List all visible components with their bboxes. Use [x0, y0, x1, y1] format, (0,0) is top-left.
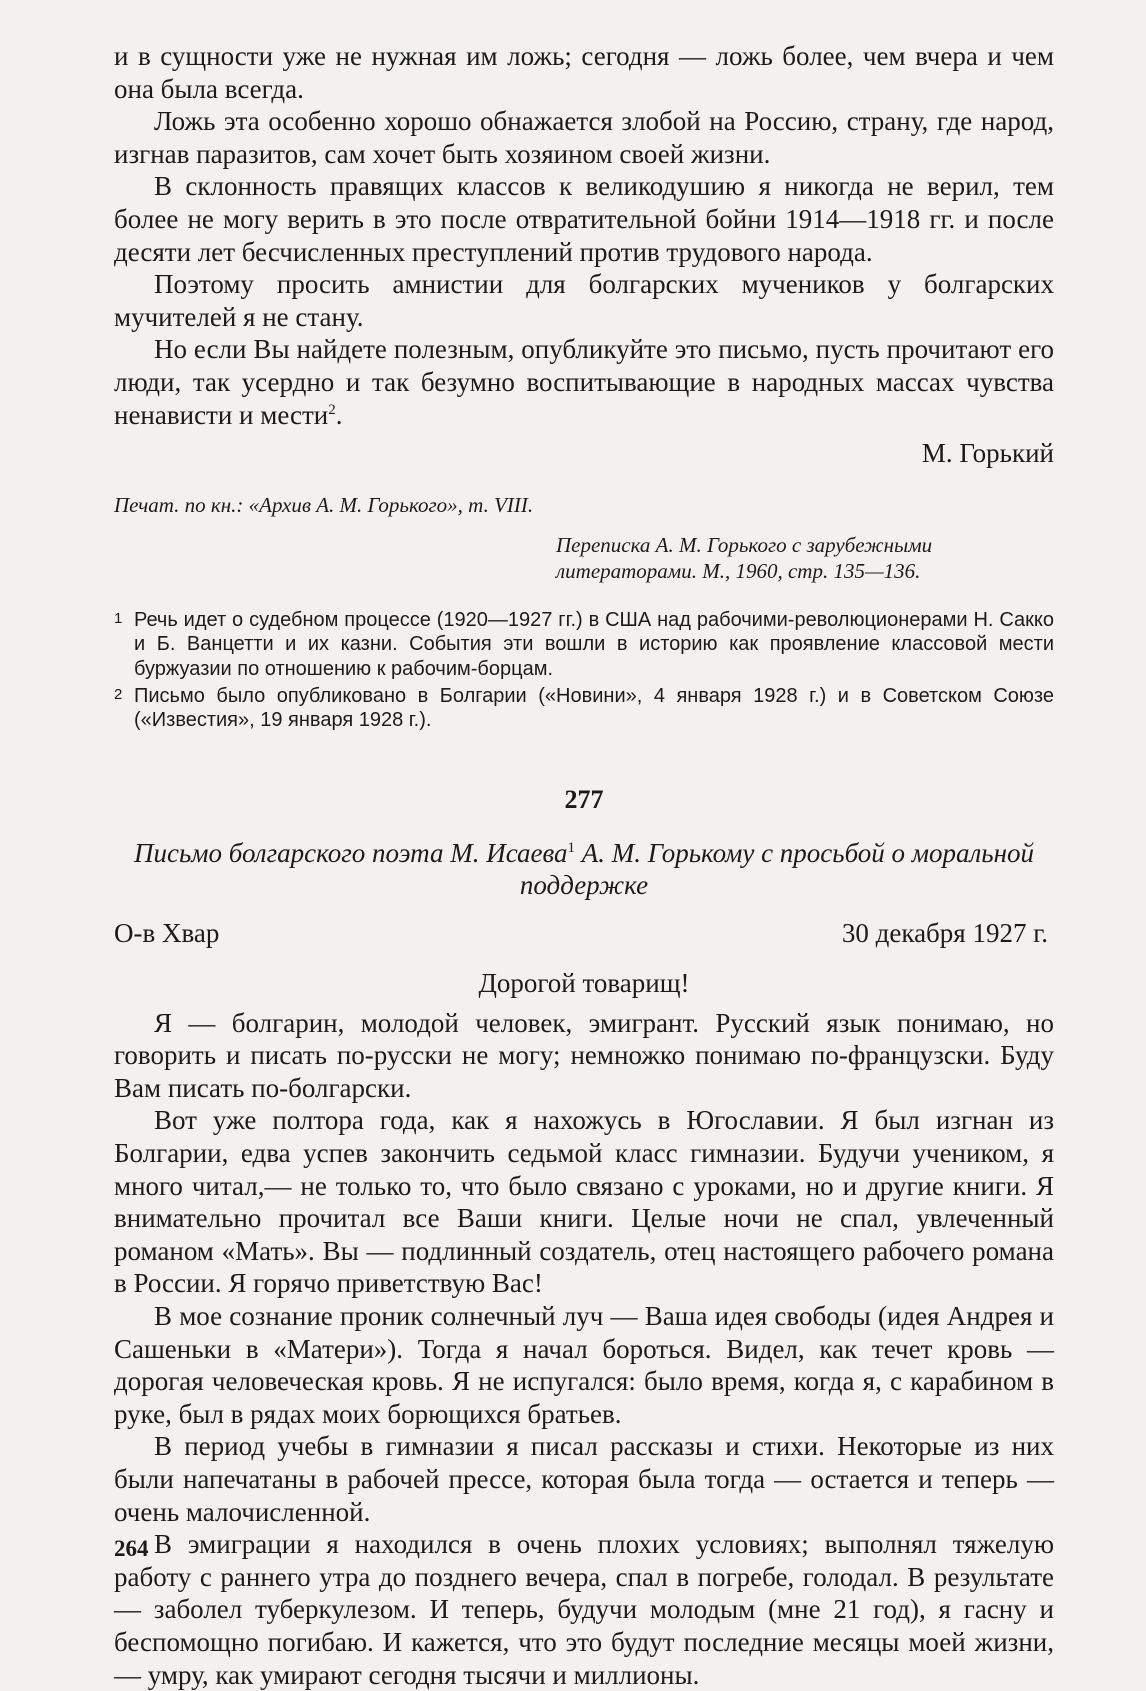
signature: М. Горький	[921, 438, 1054, 469]
footnote-text: Речь идет о судебном процессе (1920—1927 гг.) в США над рабочими-революционерами Н. Сакко и Б. Ванцетти и их казни. События эти вошли в историю как проявление классовой мести буржуазии по отношению к рабочим-борцам.	[134, 608, 1054, 680]
document-title	[114, 837, 1054, 901]
source-citation	[114, 492, 1054, 583]
letter-date: 30 декабря 1927 г.	[841, 917, 1048, 948]
salutation: Дорогой товарищ!	[478, 967, 690, 998]
letter-paragraph: В мое сознание проник солнечный луч — Ваша идея свободы (идея Андрея и Сашеньки в «Матери»). Тогда я начал бороться. Видел, как течет кровь — дорогая человеческая кровь. Я не испугался: было время, когда я, с карабином в руке, был в рядах моих борющихся братьев.	[114, 1301, 1054, 1429]
place-date-row	[114, 917, 1054, 949]
paragraph-continuation: и в сущности уже не нужная им ложь; сегодня — ложь более, чем вчера и чем она была всегда.	[114, 41, 1054, 104]
letter-paragraph: В период учебы в гимназии я писал рассказы и стихи. Некоторые из них были напечатаны в рабочей прессе, которая была тогда — остается и теперь — очень малочисленной.	[114, 1431, 1054, 1527]
paragraph-amnesty: Поэтому просить амнистии для болгарских мучеников у болгарских мучителей я не стану.	[114, 269, 1054, 332]
page-number: 264	[114, 1536, 149, 1561]
footnotes	[114, 608, 1054, 733]
footnote-item	[114, 684, 1054, 733]
paragraph-publish-letter: Но если Вы найдете полезным, опубликуйте это письмо, пусть прочитают его люди, так усердно и так безумно воспитывающие в народных массах чувства ненависти и мести$^2$.	[114, 334, 1054, 430]
footnote-text: Письмо было опубликовано в Болгарии («Новини», 4 января 1928 г.) и в Советском Союзе («Известия», 19 января 1928 г.).	[134, 684, 1054, 732]
paragraph-publish-text: Но если Вы найдете полезным, опубликуйте это письмо, пусть прочитают его люди, так усердно и так безумно воспитывающие в народных массах чувства ненависти и мести	[114, 334, 1054, 430]
source-right: Переписка А. М. Горького с зарубежными литераторами. М., 1960, стр. 135—136.	[556, 532, 933, 583]
letter-paragraph: Вот уже полтора года, как я нахожусь в Югославии. Я был изгнан из Болгарии, едва успев закончить седьмой класс гимназии. Будучи учеником, я много читал,— не только то, что было связано с уроками, но и другие книги. Я внимательно прочитал все Ваши книги. Целые ночи не спал, увлеченный романом «Мать». Вы — подлинный создатель, отец настоящего рабочего романа в России. Я горячо приветствую Вас!	[114, 1105, 1054, 1299]
letter-paragraph: Я — болгарин, молодой человек, эмигрант. Русский язык понимаю, но говорить и писать по-русски не могу; немножко понимаю по-французски. Буду Вам писать по-болгарски.	[114, 1007, 1054, 1103]
document-number: 277	[564, 784, 604, 814]
book-page	[114, 40, 1054, 1691]
footnote-ref-2: 2	[328, 401, 336, 418]
letter-place: О-в Хвар	[114, 917, 220, 948]
paragraph-lie-russia: Ложь эта особенно хорошо обнажается злобой на Россию, страну, где народ, изгнав паразитов, сам хочет быть хозяином своей жизни.	[114, 106, 1054, 169]
footnote-mark: 1	[114, 609, 123, 627]
footnote-mark: 2	[114, 685, 123, 703]
paragraph-ruling-classes: В склонность правящих классов к великодушию я никогда не верил, тем более не могу верить в это после отвратительной бойни 1914—1918 гг. и после десяти лет бесчисленных преступлений против трудового народа.	[114, 171, 1054, 267]
document-title-part-1: Письмо болгарского поэта М. Исаева	[134, 837, 568, 868]
letter-paragraph: В эмиграции я находился в очень плохих условиях; выполнял тяжелую работу с раннего утра до позднего вечера, спал в погребе, голодал. В результате — заболел туберкулезом. И теперь, будучи молодым (мне 21 год), я гасну и беспомощно погибаю. И кажется, что это будут последние месяцы моей жизни,— умру, как умирают сегодня тысячи и миллионы.	[114, 1529, 1054, 1690]
footnote-ref-1: 1	[567, 839, 576, 856]
source-left: Печат. по кн.: «Архив А. М. Горького», т. VIII.	[114, 492, 534, 517]
document-title-part-2: А. М. Горькому с просьбой о моральной поддержке	[519, 837, 1034, 900]
footnote-item	[114, 608, 1054, 682]
